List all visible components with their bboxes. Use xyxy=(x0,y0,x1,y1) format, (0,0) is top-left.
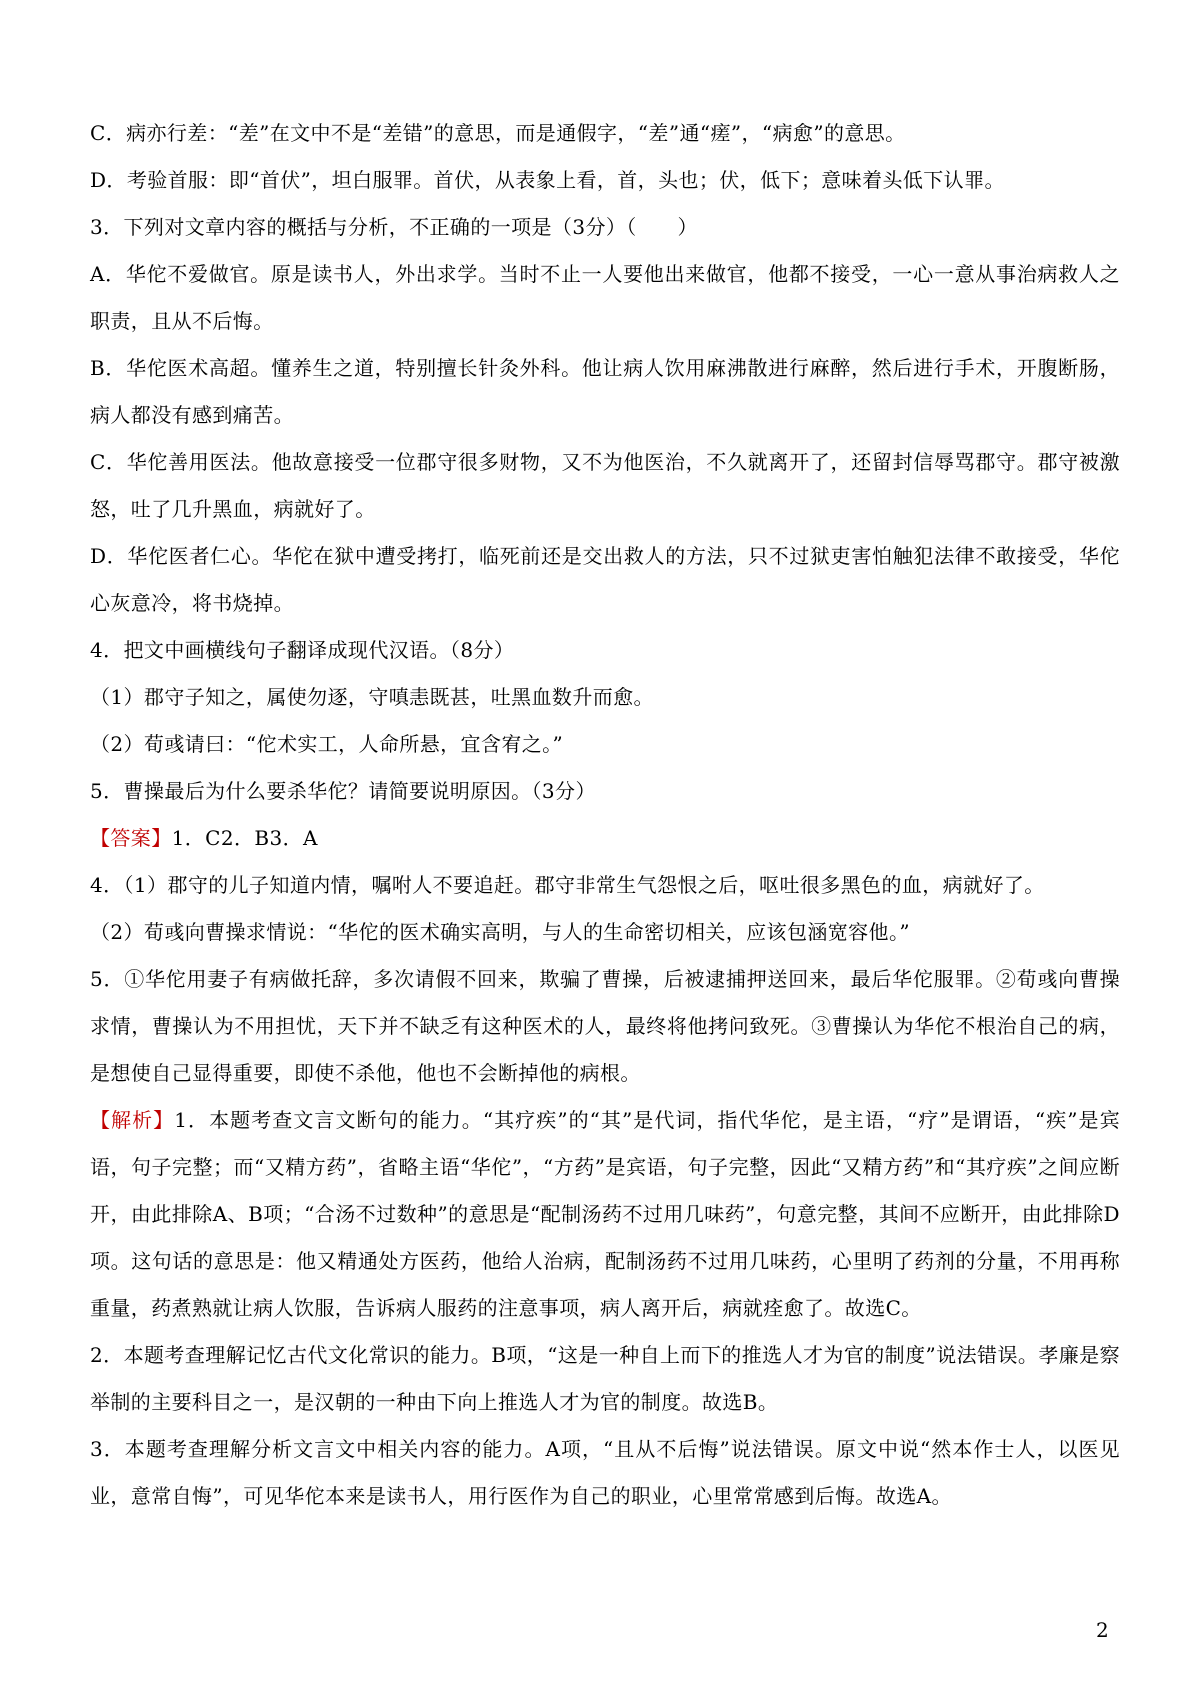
page-number: 2 xyxy=(1096,1618,1109,1642)
analysis-2: 2．本题考查理解记忆古代文化常识的能力。B项，“这是一种自上而下的推选人才为官的制度”说法错误。孝廉是察举制的主要科目之一，是汉朝的一种由下向上推选人才为官的制度。故选B。 xyxy=(90,1343,1120,1414)
analysis-text: 1．本题考查文言文断句的能力。“其疗疾”的“其”是代词，指代华佗，是主语，“疗”是谓语，“疾”是宾语，句子完整；而“又精方药”，省略主语“华佗”，“方药”是宾语，句子完整，因此“又精方药”和“其疗疾”之间应断开，由此排除A、B项；“合汤不过数种”的意思是“配制汤药不过用几味药”，句意完整，其间不应断开，由此排除D项。这句话的意思是：他又精通处方医药，他给人治病，配制汤药不过用几味药，心里明了药剂的分量，不用再称重量，药煮熟就让病人饮服，告诉病人服药的注意事项，病人离开后，病就痊愈了。故选C。 xyxy=(90,1108,1121,1320)
answer-4-1: 4．（1）郡守的儿子知道内情，嘱咐人不要追赶。郡守非常生气怨恨之后，呕吐很多黑色的血，病就好了。 xyxy=(90,873,1045,897)
answer-line xyxy=(90,815,1120,862)
question-3: 3．下列对文章内容的概括与分析，不正确的一项是（3分）（ ） xyxy=(90,215,698,239)
question-4-sentence-2: （2）荀彧请曰：“佗术实工，人命所悬，宜含宥之。” xyxy=(90,732,564,756)
answer-label: 【答案】 xyxy=(90,826,172,850)
analysis-3: 3．本题考查理解分析文言文中相关内容的能力。A项，“且从不后悔”说法错误。原文中说“然本作士人，以医见业，意常自悔”，可见华佗本来是读书人，用行医作为自己的职业，心里常常感到后悔。故选A。 xyxy=(90,1437,1120,1508)
answer-5: 5．①华佗用妻子有病做托辞，多次请假不回来，欺骗了曹操，后被逮捕押送回来，最后华佗服罪。②荀彧向曹操求情，曹操认为不用担忧，天下并不缺乏有这种医术的人，最终将他拷问致死。③曹操认为华佗不根治自己的病，是想使自己显得重要，即使不杀他，他也不会断掉他的病根。 xyxy=(90,967,1120,1085)
answer-4-2: （2）荀彧向曹操求情说：“华佗的医术确实高明，与人的生命密切相关，应该包涵宽容他。” xyxy=(90,920,910,944)
question-3-option-c: C．华佗善用医法。他故意接受一位郡守很多财物，又不为他医治，不久就离开了，还留封信辱骂郡守。郡守被激怒，吐了几升黑血，病就好了。 xyxy=(90,450,1120,521)
question-4: 4．把文中画横线句子翻译成现代汉语。（8分） xyxy=(90,638,515,662)
question-4-sentence-1: （1）郡守子知之，属使勿逐，守嗔恚既甚，吐黑血数升而愈。 xyxy=(90,685,654,709)
analysis-label: 【解析】 xyxy=(90,1108,175,1132)
document-page xyxy=(90,110,1120,1520)
option-d-vocab: D．考验首服：即“首伏”，坦白服罪。首伏，从表象上看，首，头也；伏，低下；意味着头低下认罪。 xyxy=(90,168,1005,192)
answer-text: 1．C2．B3．A xyxy=(171,826,318,850)
question-3-option-a: A．华佗不爱做官。原是读书人，外出求学。当时不止一人要他出来做官，他都不接受，一心一意从事治病救人之职责，且从不后悔。 xyxy=(90,262,1120,333)
option-c-vocab: C．病亦行差：“差”在文中不是“差错”的意思，而是通假字，“差”通“瘥”，“病愈”的意思。 xyxy=(90,121,906,145)
question-5: 5．曹操最后为什么要杀华佗？请简要说明原因。（3分） xyxy=(90,779,596,803)
question-3-option-b: B．华佗医术高超。懂养生之道，特别擅长针灸外科。他让病人饮用麻沸散进行麻醉，然后进行手术，开腹断肠，病人都没有感到痛苦。 xyxy=(90,356,1120,427)
question-3-option-d: D．华佗医者仁心。华佗在狱中遭受拷打，临死前还是交出救人的方法，只不过狱吏害怕触犯法律不敢接受，华佗心灰意冷，将书烧掉。 xyxy=(90,544,1120,615)
analysis-line xyxy=(90,1097,1120,1332)
